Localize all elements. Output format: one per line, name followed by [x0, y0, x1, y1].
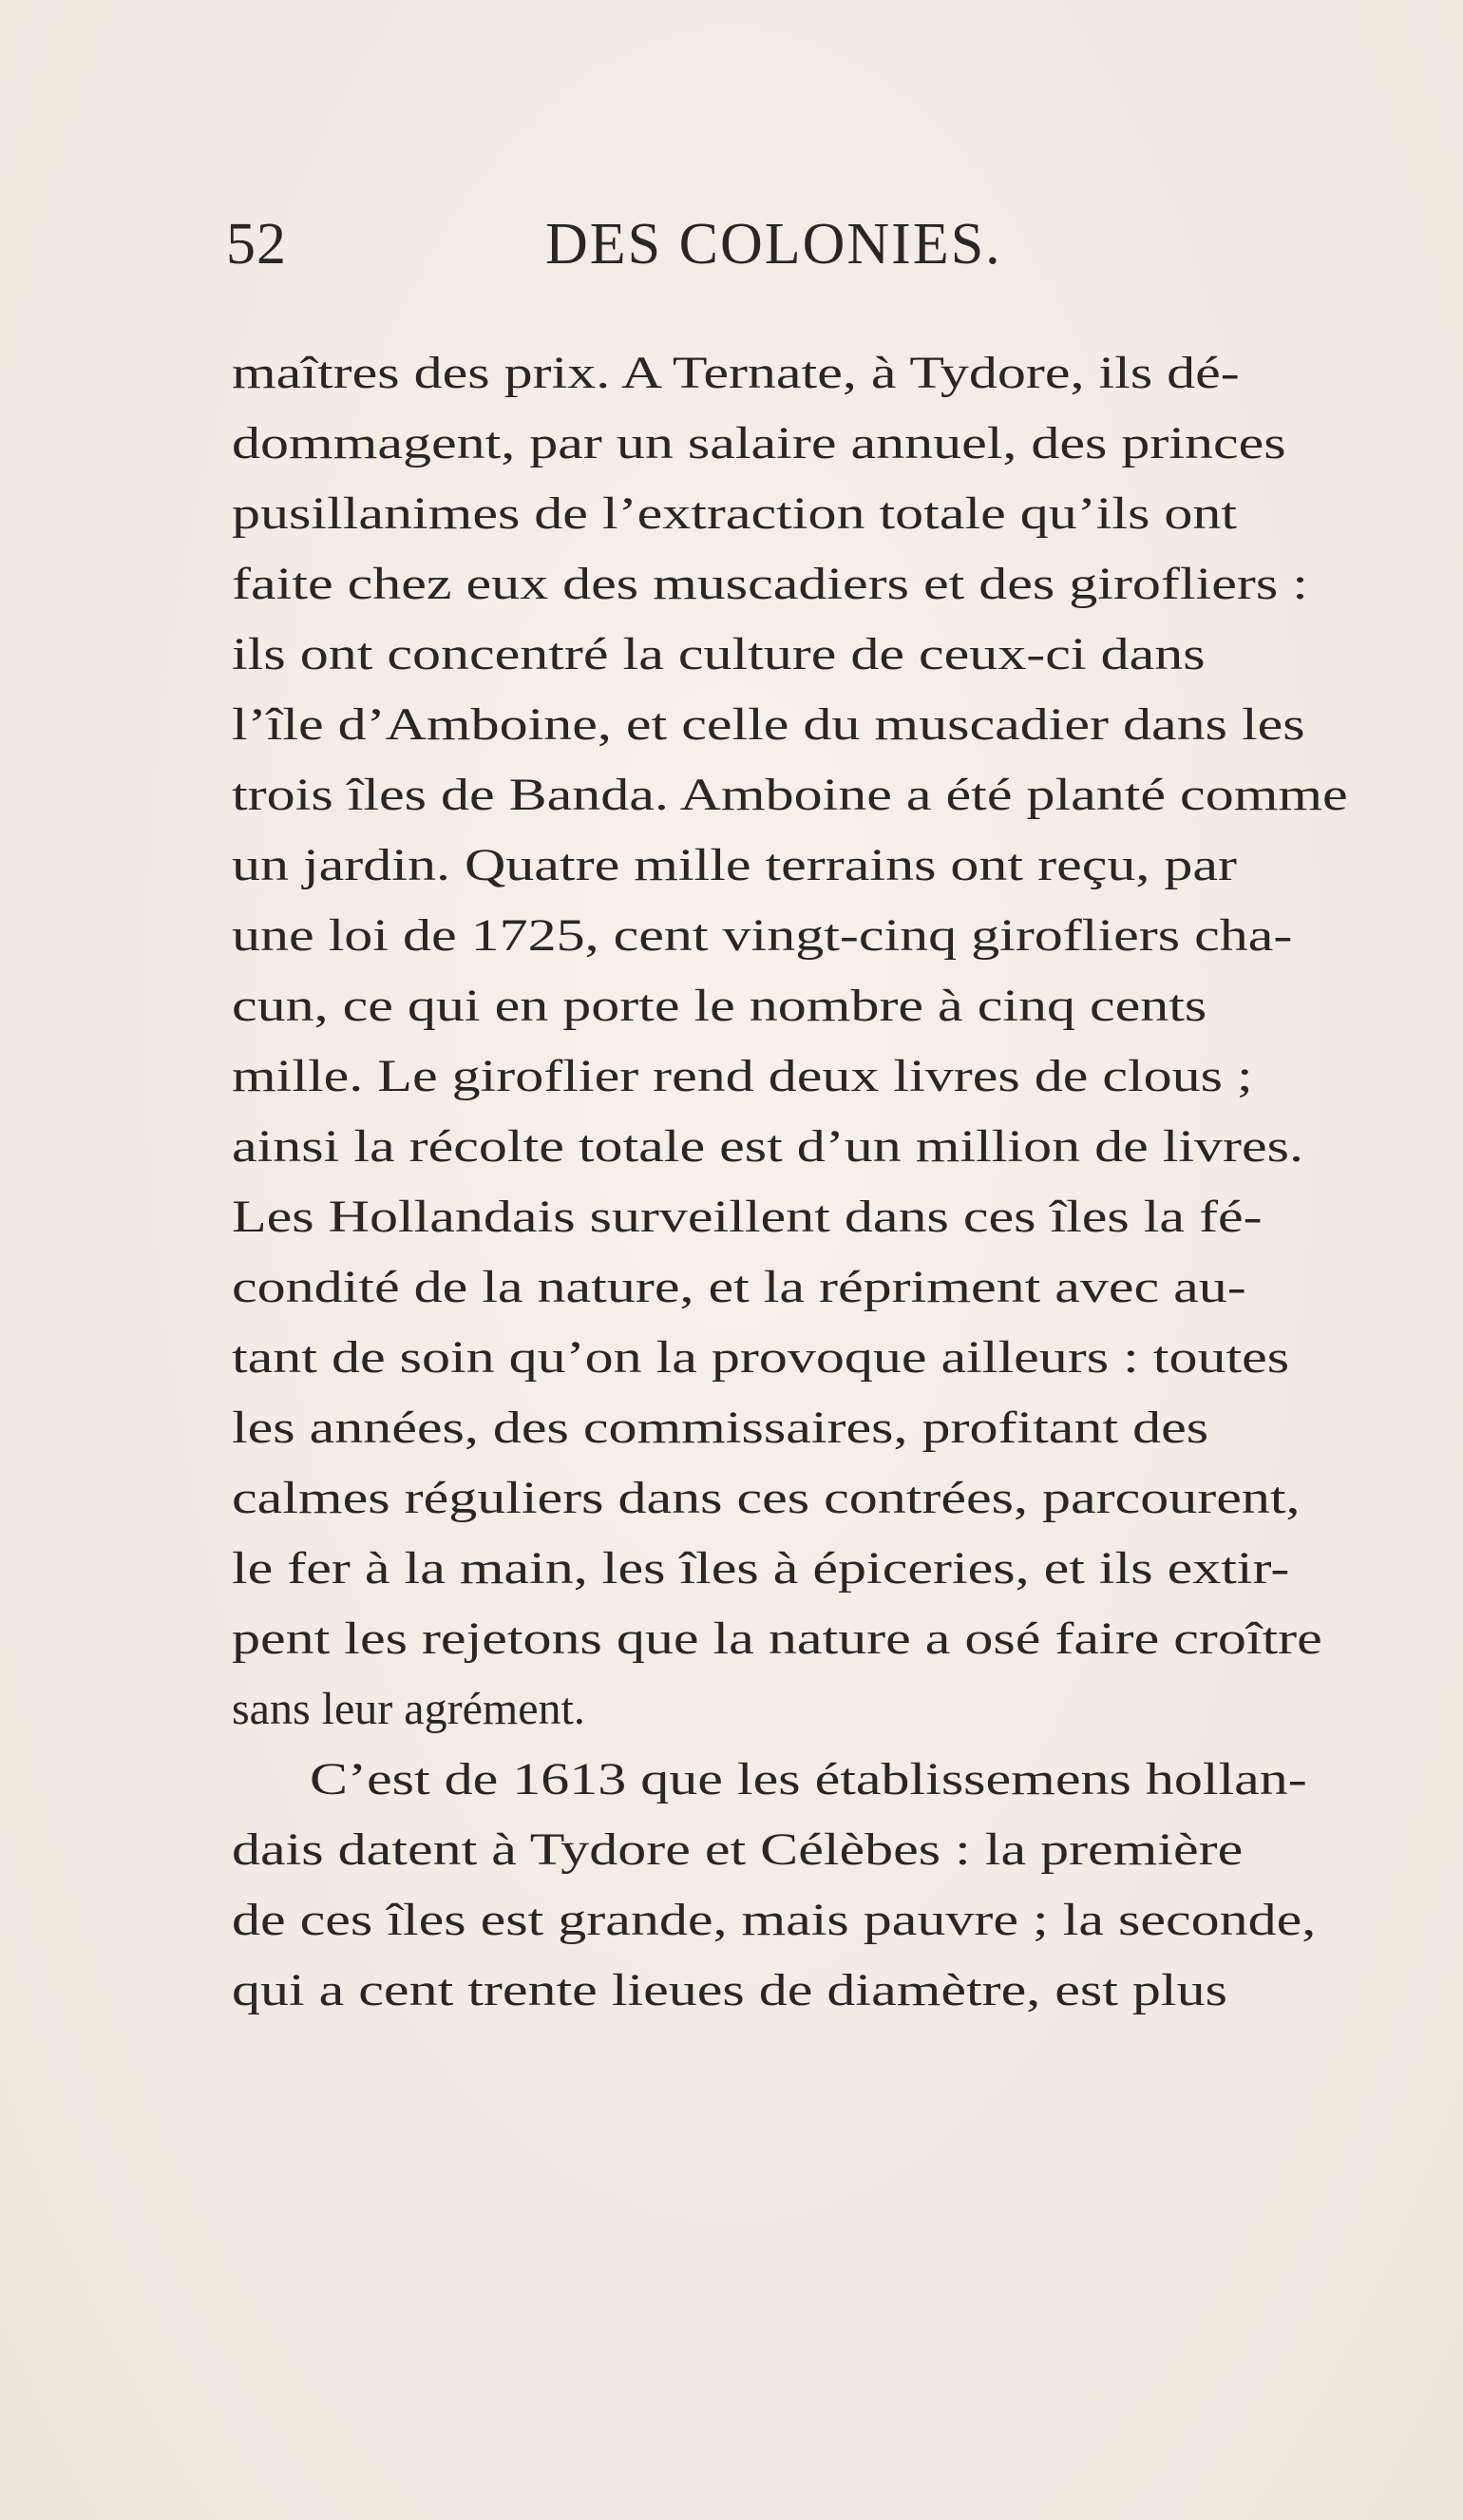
text-line: l’île d’Amboine, et celle du muscadier dans les	[232, 699, 1305, 750]
text-line: de ces îles est grande, mais pauvre ; la seconde,	[232, 1895, 1317, 1945]
text-line: qui a cent trente lieues de diamètre, est plus	[232, 1965, 1227, 2015]
text-line: faite chez eux des muscadiers et des girofliers :	[232, 559, 1308, 609]
text-line: le fer à la main, les îles à épiceries, et ils extir-	[232, 1543, 1290, 1594]
text-line: tant de soin qu’on la provoque ailleurs : toutes	[232, 1332, 1290, 1383]
text-line: les années, des commissaires, profitant des	[232, 1403, 1209, 1453]
text-line: dais datent à Tydore et Célèbes : la première	[232, 1824, 1244, 1875]
text-line: une loi de 1725, cent vingt-cinq girofliers cha-	[232, 910, 1293, 961]
text-line: condité de la nature, et la répriment avec au-	[232, 1262, 1246, 1312]
text-line: dommagent, par un salaire annuel, des princes	[232, 418, 1286, 468]
text-line: C’est de 1613 que les établissemens hollan-	[310, 1754, 1307, 1804]
text-line: trois îles de Banda. Amboine a été planté comme	[232, 770, 1348, 820]
text-line: cun, ce qui en porte le nombre à cinq cents	[232, 981, 1207, 1031]
text-line: pusillanimes de l’extraction totale qu’ils ont	[232, 488, 1238, 539]
page-number: 52	[226, 212, 287, 277]
text-line: maîtres des prix. A Ternate, à Tydore, ils dé-	[232, 348, 1240, 398]
text-line: pent les rejetons que la nature a osé faire croître	[232, 1613, 1322, 1664]
text-line: un jardin. Quatre mille terrains ont reçu, par	[232, 840, 1237, 890]
text-line: Les Hollandais surveillent dans ces îles la fé-	[232, 1192, 1263, 1242]
text-line: calmes réguliers dans ces contrées, parcourent,	[232, 1473, 1301, 1523]
text-line: ainsi la récolte totale est d’un million de livres.	[232, 1121, 1304, 1172]
text-line: ils ont concentré la culture de ceux-ci dans	[232, 629, 1206, 679]
text-line: sans leur agrément.	[232, 1684, 585, 1734]
running-title: DES COLONIES.	[545, 212, 1002, 277]
running-head	[226, 211, 1366, 277]
text-line: mille. Le giroflier rend deux livres de clous ;	[232, 1051, 1253, 1101]
